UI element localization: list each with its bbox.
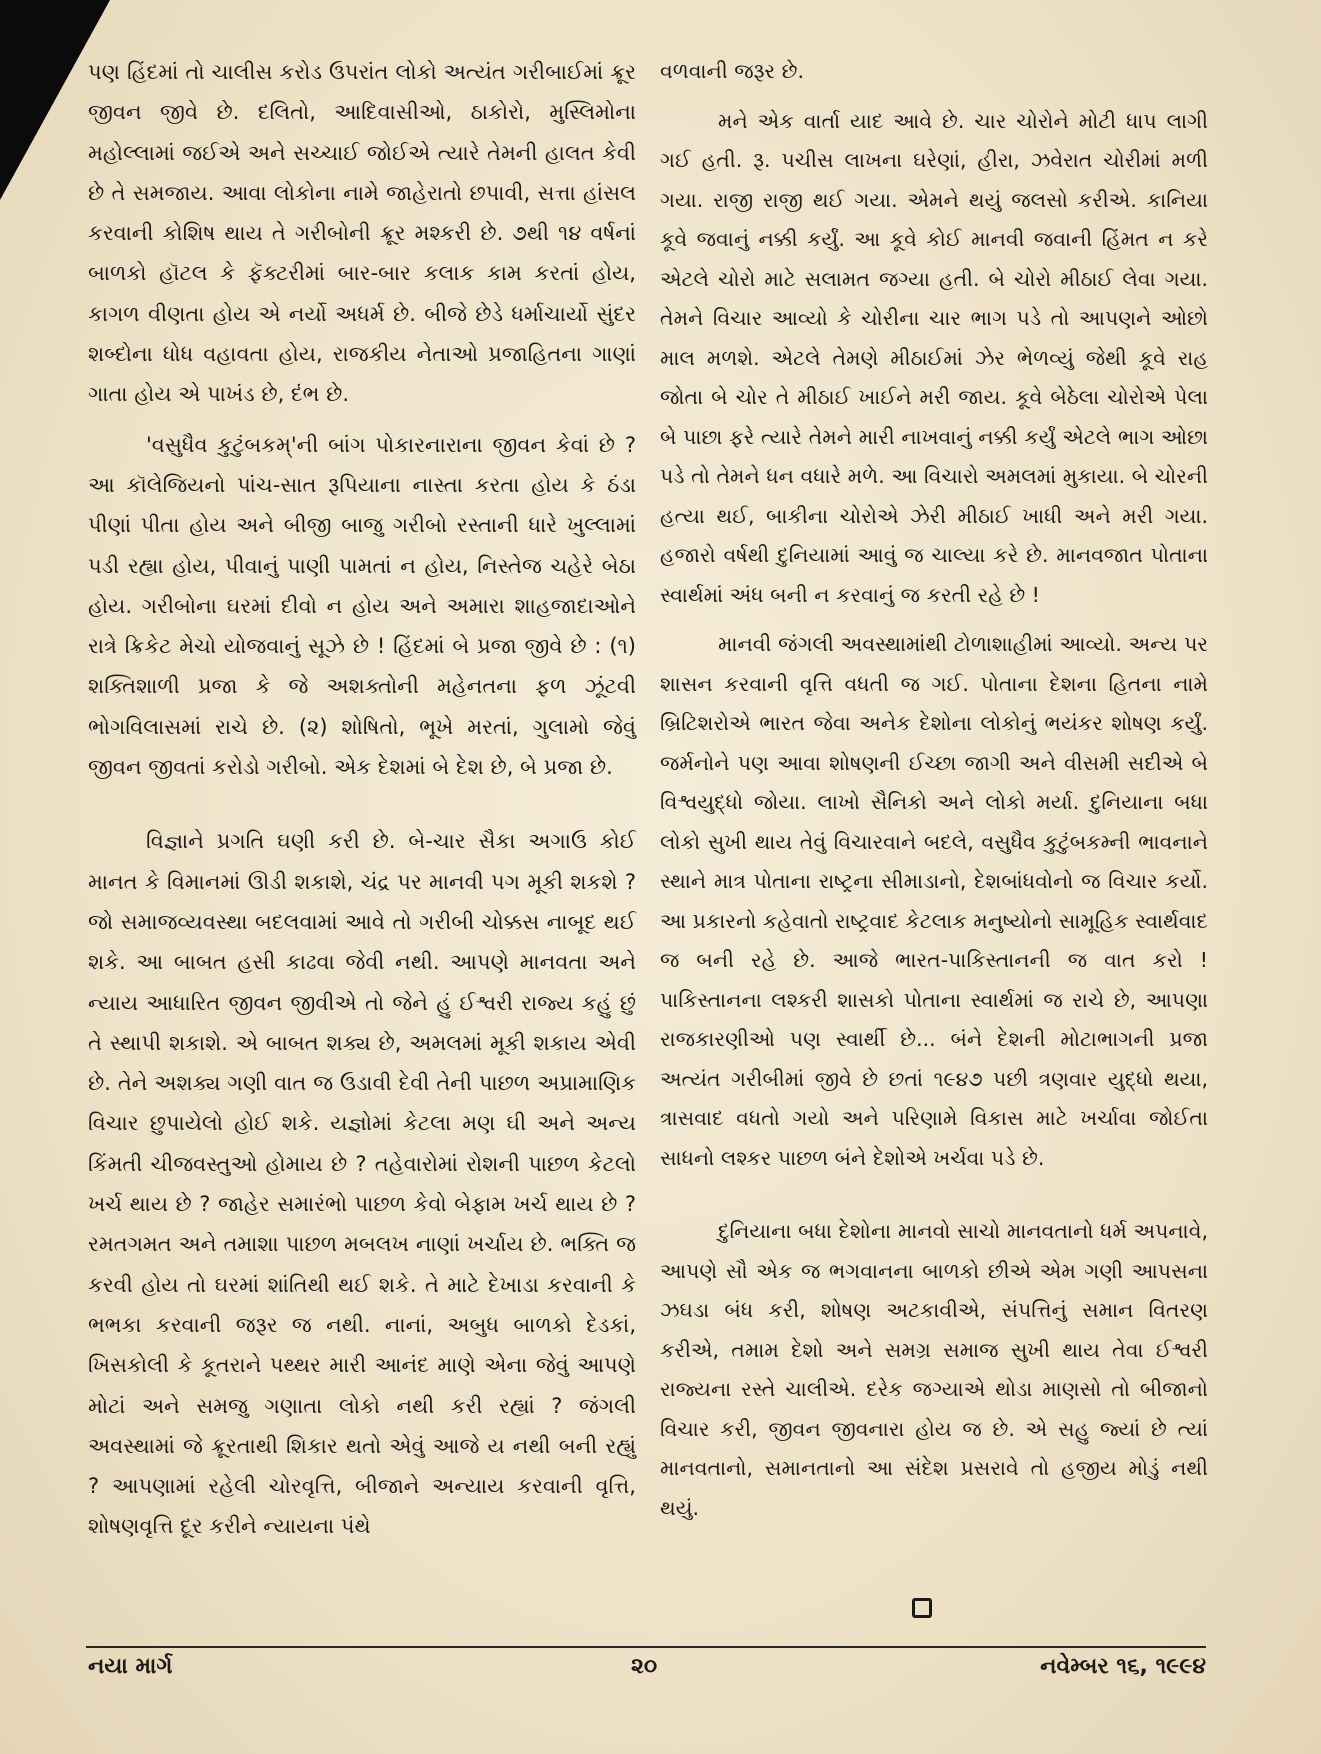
footer-page-number: ૨૦ [631,1654,658,1679]
footer-date: નવેમ્બર ૧૬, ૧૯૯૪ [1040,1654,1206,1679]
end-of-article-box-icon [912,1598,932,1618]
left-paragraph-1: પણ હિંદમાં તો ચાલીસ કરોડ ઉપરાંત લોકો અત્યંત ગરીબાઈમાં ક્રૂર જીવન જીવે છે. દલિતો, આદિવાસીઓ, ઠાકોરો, મુસ્લિમોના મહોલ્લામાં જઈએ અને સચ્ચાઈ જોઈએ ત્યારે તેમની હાલત કેવી છે તે સમજાય. આવા લોકોના નામે જાહેરાતો છપાવી, સત્તા હાંસલ કરવાની કોશિષ થાય તે ગરીબોની ક્રૂર મશ્કરી છે. ૭થી ૧૪ વર્ષનાં બાળકો હૉટલ કે ફૅક્ટરીમાં બાર-બાર કલાક કામ કરતાં હોય, કાગળ વીણતા હોય એ નર્યો અધર્મ છે. બીજે છેડે ધર્માચાર્યો સુંદર શબ્દોના ધોધ વહાવતા હોય, રાજકીય નેતાઓ પ્રજાહિતના ગાણાં ગાતા હોય એ પાખંડ છે, દંભ છે. [88,60,636,407]
left-paragraph-3: વિજ્ઞાને પ્રગતિ ઘણી કરી છે. બે-ચાર સૈકા અગાઉ કોઈ માનત કે વિમાનમાં ઊડી શકાશે, ચંદ્ર પર માનવી પગ મૂકી શકશે ? જો સમાજવ્યવસ્થા બદલવામાં આવે તો ગરીબી ચોક્કસ નાબૂદ થઈ શકે. આ બાબત હસી કાઢવા જેવી નથી. આપણે માનવતા અને ન્યાય આધારિત જીવન જીવીએ તો જેને હું ઈશ્વરી રાજ્ય કહું છું તે સ્થાપી શકાશે. એ બાબત શક્ય છે, અમલમાં મૂકી શકાય એવી છે. તેને અશક્ય ગણી વાત જ ઉડાવી દેવી તેની પાછળ અપ્રામાણિક વિચાર છુપાયેલો હોઈ શકે. યજ્ઞોમાં કેટલા મણ ઘી અને અન્ય કિંમતી ચીજવસ્તુઓ હોમાય છે ? તહેવારોમાં રોશની પાછળ કેટલો ખર્ચ થાય છે ? જાહેર સમારંભો પાછળ કેવો બેફામ ખર્ચ થાય છે ? રમતગમત અને તમાશા પાછળ મબલખ નાણાં ખર્ચાય છે. ભક્તિ જ કરવી હોય તો ઘરમાં શાંતિથી થઈ શકે. તે માટે દેખાડા કરવાની કે ભભકા કરવાની જરૂર જ નથી. નાનાં, અબુધ બાળકો દેડકાં, ખિસકોલી કે કૂતરાને પથ્થર મારી આનંદ માણે એના જેવું આપણે મોટાં અને સમજુ ગણાતા લોકો નથી કરી રહ્યાં ? જંગલી અવસ્થામાં જે ક્રૂરતાથી શિકાર થતો એવું આજે ય નથી બની રહ્યું ? આપણામાં રહેલી ચોરવૃત્તિ, બીજાને અન્યાય કરવાની વૃત્તિ, શોષણવૃત્તિ દૂર કરીને ન્યાયના પંથે [88,829,636,1539]
footer-divider [86,1646,1206,1648]
right-column [660,52,1208,1528]
right-paragraph-0: વળવાની જરૂર છે. [660,59,804,83]
right-paragraph-1: મને એક વાર્તા યાદ આવે છે. ચાર ચોરોને મોટી ધાપ લાગી ગઈ હતી. રૂ. પચીસ લાખના ઘરેણાં, હીરા, ઝવેરાત ચોરીમાં મળી ગયા. રાજી રાજી થઈ ગયા. એમને થયું જલસો કરીએ. કાનિયા કૂવે જવાનું નક્કી કર્યું. આ કૂવે કોઈ માનવી જવાની હિંમત ન કરે એટલે ચોરો માટે સલામત જગ્યા હતી. બે ચોરો મીઠાઈ લેવા ગયા. તેમને વિચાર આવ્યો કે ચોરીના ચાર ભાગ પડે તો આપણને ઓછો માલ મળશે. એટલે તેમણે મીઠાઈમાં ઝેર ભેળવ્યું જેથી કૂવે રાહ જોતા બે ચોર તે મીઠાઈ ખાઈને મરી જાય. કૂવે બેઠેલા ચોરોએ પેલા બે પાછા ફરે ત્યારે તેમને મારી નાખવાનું નક્કી કર્યું એટલે ભાગ ઓછા પડે તો તેમને ધન વધારે મળે. આ વિચારો અમલમાં મુકાયા. બે ચોરની હત્યા થઈ, બાકીના ચોરોએ ઝેરી મીઠાઈ ખાધી અને મરી ગયા. હજારો વર્ષથી દુનિયામાં આવું જ ચાલ્યા કરે છે. માનવજાત પોતાના સ્વાર્થમાં અંધ બની ન કરવાનું જ કરતી રહે છે ! [660,108,1208,607]
left-column [88,52,636,1547]
footer-publication: નયા માર્ગ [88,1654,173,1679]
right-paragraph-3: દુનિયાના બધા દેશોના માનવો સાચો માનવતાનો ધર્મ અપનાવે, આપણે સૌ એક જ ભગવાનના બાળકો છીએ એમ ગણી આપસના ઝઘડા બંધ કરી, શોષણ અટકાવીએ, સંપત્તિનું સમાન વિતરણ કરીએ, તમામ દેશો અને સમગ્ર સમાજ સુખી થાય તેવા ઈશ્વરી રાજ્યના રસ્તે ચાલીએ. દરેક જગ્યાએ થોડા માણસો તો બીજાનો વિચાર કરી, જીવન જીવનારા હોય જ છે. એ સહુ જ્યાં છે ત્યાં માનવતાનો, સમાનતાનો આ સંદેશ પ્રસરાવે તો હજીય મોડું નથી થયું. [660,1219,1208,1520]
left-paragraph-2: 'વસુધૈવ કુટુંબકમ્'ની બાંગ પોકારનારાના જીવન કેવાં છે ? આ કૉલેજિયનો પાંચ-સાત રૂપિયાના નાસ્તા કરતા હોય કે ઠંડા પીણાં પીતા હોય અને બીજી બાજુ ગરીબો રસ્તાની ધારે ખુલ્લામાં પડી રહ્યા હોય, પીવાનું પાણી પામતાં ન હોય, નિસ્તેજ ચહેરે બેઠા હોય. ગરીબોના ઘરમાં દીવો ન હોય અને અમારા શાહજાદાઓને રાત્રે ક્રિકેટ મેચો યોજવાનું સૂઝે છે ! હિંદમાં બે પ્રજા જીવે છે : (૧) શક્તિશાળી પ્રજા કે જે અશક્તોની મહેનતના ફળ ઝૂંટવી ભોગવિલાસમાં રાચે છે. (૨) શોષિતો, ભૂખે મરતાં, ગુલામો જેવું જીવન જીવતાં કરોડો ગરીબો. એક દેશમાં બે દેશ છે, બે પ્રજા છે. [88,432,636,780]
right-paragraph-2: માનવી જંગલી અવસ્થામાંથી ટોળાશાહીમાં આવ્યો. અન્ય પર શાસન કરવાની વૃત્તિ વધતી જ ગઈ. પોતાના દેશના હિતના નામે બ્રિટિશરોએ ભારત જેવા અનેક દેશોના લોકોનું ભયંકર શોષણ કર્યું. જર્મનોને પણ આવા શોષણની ઈચ્છા જાગી અને વીસમી સદીએ બે વિશ્વયુદ્ધો જોયા. લાખો સૈનિકો અને લોકો મર્યા. દુનિયાના બધા લોકો સુખી થાય તેવું વિચારવાને બદલે, વસુધૈવ કુટુંબકમ્ની ભાવનાને સ્થાને માત્ર પોતાના રાષ્ટ્રના સીમાડાનો, દેશબાંધવોનો જ વિચાર કર્યો. આ પ્રકારનો કહેવાતો રાષ્ટ્રવાદ કેટલાક મનુષ્યોનો સામૂહિક સ્વાર્થવાદ જ બની રહે છે. આજે ભારત-પાકિસ્તાનની જ વાત કરો ! પાકિસ્તાનના લશ્કરી શાસકો પોતાના સ્વાર્થમાં જ રાચે છે, આપણા રાજકારણીઓ પણ સ્વાર્થી છે... બંને દેશની મોટાભાગની પ્રજા અત્યંત ગરીબીમાં જીવે છે છતાં ૧૯૪૭ પછી ત્રણવાર યુદ્ધો થયા, ત્રાસવાદ વધતો ગયો અને પરિણામે વિકાસ માટે ખર્ચાવા જોઈતા સાધનો લશ્કર પાછળ બંને દેશોએ ખર્ચવા પડે છે. [660,632,1208,1170]
